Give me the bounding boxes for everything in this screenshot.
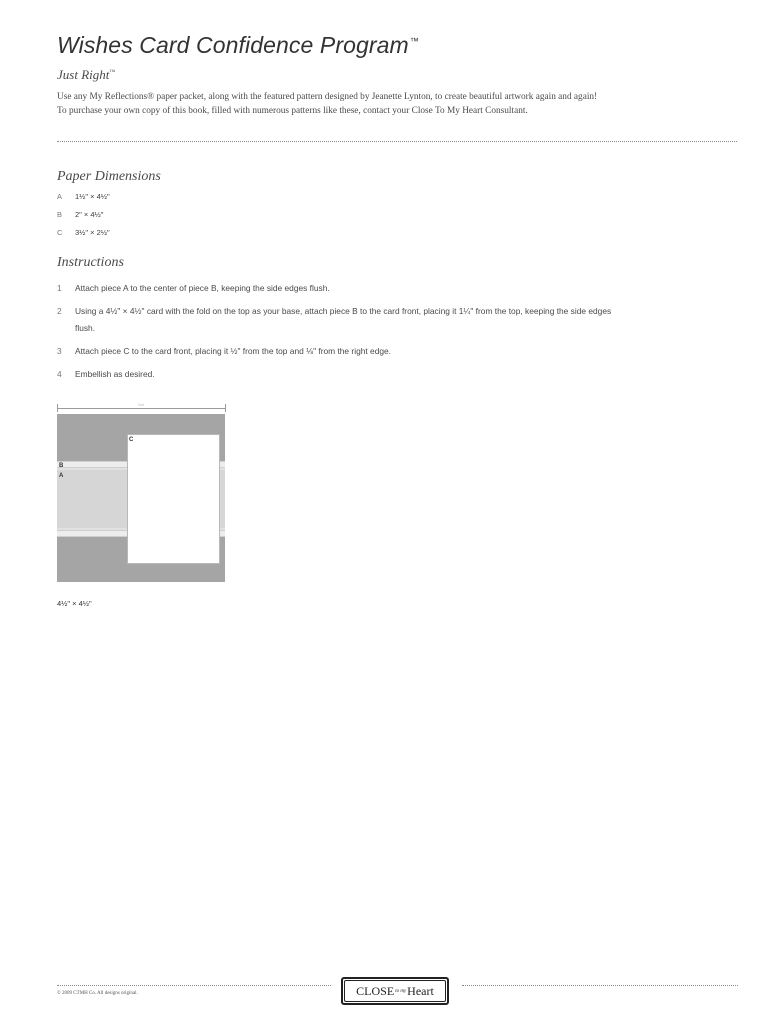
piece-b-label: B bbox=[59, 463, 64, 469]
step-number: 1 bbox=[57, 283, 62, 293]
dimension-key: C bbox=[57, 228, 63, 237]
dimension-tick bbox=[225, 404, 226, 412]
section-divider bbox=[57, 141, 737, 142]
instruction-step bbox=[57, 280, 617, 297]
dimension-row bbox=[57, 228, 110, 246]
subtitle-trademark-mark: ™ bbox=[109, 69, 116, 76]
intro-line: Use any My Reflections® paper packet, along with the featured pattern designed by Jeanette Lynton, to create beautiful artwork again and again! bbox=[57, 92, 598, 102]
close-to-my-heart-logo bbox=[341, 977, 449, 1005]
step-number: 2 bbox=[57, 306, 62, 316]
instructions-heading: Instructions bbox=[57, 255, 124, 270]
instruction-step bbox=[57, 366, 617, 383]
instruction-step bbox=[57, 303, 617, 337]
logo-word-close: CLOSE bbox=[356, 983, 395, 998]
piece-c-label: C bbox=[129, 437, 134, 443]
pattern-subtitle bbox=[57, 67, 115, 83]
fold-label: fold bbox=[127, 403, 155, 407]
dimension-tick bbox=[57, 404, 58, 412]
card-layout-diagram bbox=[57, 404, 226, 584]
piece-a-label: A bbox=[59, 473, 64, 479]
step-number: 3 bbox=[57, 346, 62, 356]
dimension-value: 2" × 4½" bbox=[75, 210, 104, 219]
dimension-value: 3½" × 2½" bbox=[75, 228, 110, 237]
step-number: 4 bbox=[57, 369, 62, 379]
pattern-subtitle-text: Just Right bbox=[57, 67, 110, 82]
intro-line: To purchase your own copy of this book, filled with numerous patterns like these, contact your Close To My Heart Consultant. bbox=[57, 106, 528, 116]
footer-divider bbox=[462, 985, 738, 986]
copyright-notice: © 2009 CTMH Co. All designs original. bbox=[57, 991, 138, 996]
card-base bbox=[57, 414, 225, 582]
dimension-row bbox=[57, 192, 110, 210]
fold-dimension-line bbox=[57, 408, 225, 409]
paper-dimensions-list bbox=[57, 192, 110, 246]
diagram-caption: 4½" × 4½" bbox=[57, 599, 92, 608]
piece-c bbox=[127, 434, 220, 564]
instruction-step bbox=[57, 343, 617, 360]
logo-word-to-my: to my bbox=[395, 988, 407, 994]
step-text: Embellish as desired. bbox=[75, 369, 155, 379]
instructions-list bbox=[57, 280, 617, 389]
step-text: Attach piece C to the card front, placing it ½" from the top and ⅛" from the right edge. bbox=[75, 346, 391, 356]
logo-word-heart: Heart bbox=[407, 983, 434, 998]
trademark-mark: ™ bbox=[409, 36, 419, 46]
page-title bbox=[57, 32, 419, 59]
footer-divider bbox=[57, 985, 331, 986]
dimension-key: A bbox=[57, 192, 63, 201]
step-text: Using a 4½" × 4½" card with the fold on the top as your base, attach piece B to the card front, placing it 1¼" from the top, keeping the side edges flush. bbox=[75, 306, 612, 333]
step-text: Attach piece A to the center of piece B, keeping the side edges flush. bbox=[75, 283, 330, 293]
paper-dimensions-heading: Paper Dimensions bbox=[57, 169, 161, 184]
dimension-value: 1½" × 4½" bbox=[75, 192, 110, 201]
page-title-text: Wishes Card Confidence Program bbox=[57, 32, 409, 58]
dimension-key: B bbox=[57, 210, 63, 219]
intro-paragraph bbox=[57, 90, 747, 118]
logo-frame bbox=[344, 980, 446, 1002]
dimension-row bbox=[57, 210, 110, 228]
